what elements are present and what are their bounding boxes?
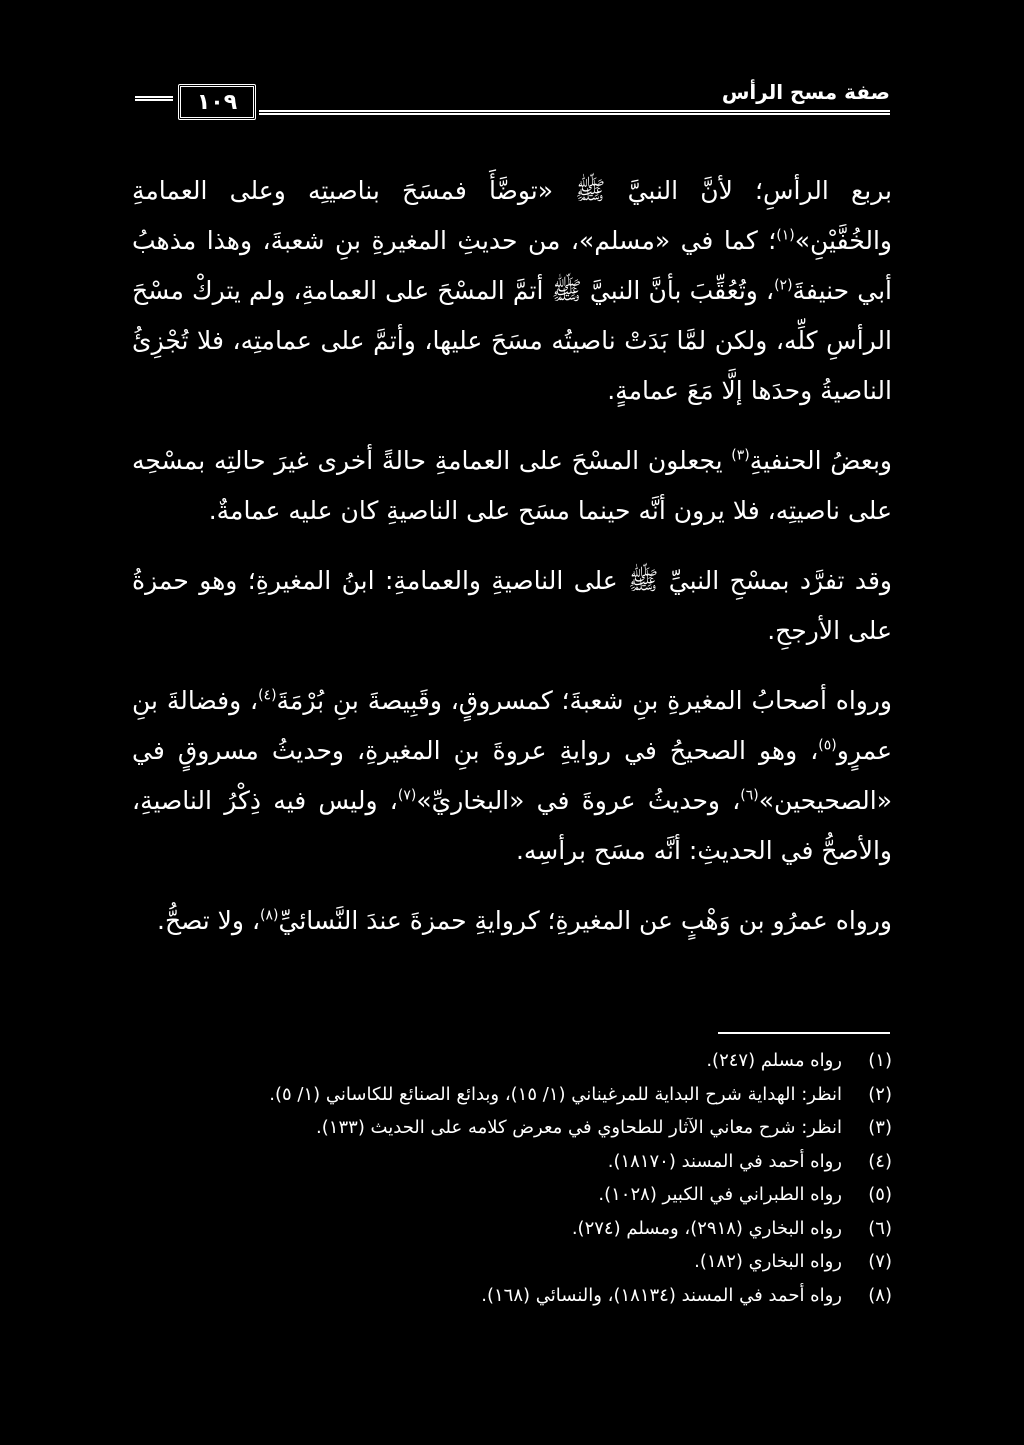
- footnote-text: رواه الطبراني في الكبير (١٠٢٨).: [598, 1184, 842, 1205]
- footnote-marker-8: (٨): [260, 907, 279, 924]
- text-span: ، وفضالةَ بنِ عمرٍو: [132, 686, 892, 765]
- footnote-marker-6: (٦): [740, 787, 759, 804]
- text-span: ، وهو الصحيحُ في روايةِ عروةَ بنِ المغيرةِ، وحديثُ مسروقٍ في «الصحيحين»: [132, 736, 892, 815]
- footnote-item: [132, 1111, 892, 1145]
- footnote-number: (٢): [868, 1083, 892, 1105]
- footnote-number: (٨): [868, 1284, 892, 1306]
- paragraph-3: وقد تفرَّد بمسْحِ النبيِّ ﷺ على الناصيةِ والعمامةِ: ابنُ المغيرةِ؛ وهو حمزةُ على الأرجحِ.: [132, 566, 892, 645]
- footnote-text: رواه البخاري (١٨٢).: [694, 1251, 842, 1272]
- chapter-title: صفة مسح الرأس: [721, 80, 890, 104]
- footnote-marker-1: (١): [776, 227, 795, 244]
- page-number: ١٠٩: [178, 84, 256, 120]
- footnote-marker-4: (٤): [258, 687, 277, 704]
- footnote-separator: [718, 1032, 890, 1034]
- text-span: بربع الرأسِ؛ لأنَّ النبيَّ ﷺ «توضَّأَ فمسَحَ بناصيتِه وعلى العمامةِ والخُفَّيْنِ»: [132, 176, 892, 255]
- paragraph-5: [132, 896, 892, 946]
- footnote-item: [132, 1279, 892, 1313]
- text-span: ورواه عمرُو بن وَهْبٍ عن المغيرةِ؛ كروايةِ حمزةَ عندَ النَّسائيِّ: [278, 906, 892, 935]
- paragraph-2: [132, 436, 892, 536]
- text-span: ، ولا تصحُّ.: [157, 906, 261, 935]
- footnote-item: [132, 1212, 892, 1246]
- page-header: [135, 80, 890, 122]
- footnote-marker-2: (٢): [774, 277, 793, 294]
- footnote-item: [132, 1145, 892, 1179]
- main-text: [132, 166, 892, 966]
- header-rule-left: [135, 96, 173, 101]
- footnote-item: [132, 1178, 892, 1212]
- text-span: ؛ كما في «مسلم»، من حديثِ المغيرةِ بنِ شعبةَ، وهذا مذهبُ أبي حنيفةَ: [132, 226, 892, 305]
- footnote-text: رواه مسلم (٢٤٧).: [706, 1050, 842, 1071]
- text-span: ، وحديثُ عروةَ في «البخاريِّ»: [416, 786, 741, 815]
- footnote-number: (٥): [868, 1184, 892, 1205]
- footnote-item: [132, 1078, 892, 1112]
- text-span: ، وتُعُقِّبَ بأنَّ النبيَّ ﷺ أتمَّ المسْحَ على العمامةِ، ولم يتركْ مسْحَ الرأسِ كلِّه، ولكن لمَّا بَدَتْ ناصيتُه مسَحَ عليها، وأتمَّ على عمامتِه، فلا تُجْزِئُ الناصيةُ وحدَها إلَّا مَعَ عمامةٍ.: [132, 276, 892, 405]
- footnote-text: رواه أحمد في المسند (١٨١٣٤)، والنسائي (١٦٨).: [481, 1284, 842, 1306]
- footnote-number: (٤): [868, 1150, 892, 1172]
- text-span: يجعلون المسْحَ على العمامةِ حالةً أخرى غيرَ حالتِه بمسْحِه على ناصيتِه، فلا يرون أنَّه حينما مسَح على الناصيةِ كان عليه عمامةٌ.: [132, 446, 892, 525]
- header-rule-right: [259, 110, 890, 115]
- footnote-number: (١): [868, 1050, 892, 1071]
- footnote-number: (٣): [868, 1117, 892, 1138]
- footnote-text: رواه أحمد في المسند (١٨١٧٠).: [607, 1150, 842, 1172]
- footnotes-list: [132, 1044, 892, 1312]
- footnote-marker-7: (٧): [397, 787, 417, 804]
- footnote-marker-5: (٥): [818, 737, 837, 754]
- footnote-text: رواه البخاري (٢٩١٨)، ومسلم (٢٧٤).: [571, 1217, 842, 1239]
- footnote-marker-3: (٣): [731, 447, 750, 464]
- text-span: ، وليس فيه ذِكْرُ الناصيةِ، والأصحُّ في الحديثِ: أنَّه مسَح برأسِه.: [132, 786, 892, 865]
- footnote-text: انظر: الهداية شرح البداية للمرغيناني (١/ ١٥)، وبدائع الصنائع للكاساني (١/ ٥).: [269, 1083, 842, 1105]
- paragraph-1: [132, 166, 892, 416]
- text-span: وبعضُ الحنفيةِ: [749, 446, 892, 475]
- paragraph-4: [132, 676, 892, 876]
- footnote-number: (٦): [868, 1217, 892, 1239]
- footnote-item: [132, 1044, 892, 1078]
- text-span: ورواه أصحابُ المغيرةِ بنِ شعبةَ؛ كمسروقٍ، وقَبِيصةَ بنِ بُرْمَةَ: [276, 686, 892, 715]
- footnote-number: (٧): [868, 1251, 892, 1272]
- footnote-item: [132, 1245, 892, 1279]
- footnote-text: انظر: شرح معاني الآثار للطحاوي في معرض كلامه على الحديث (١٣٣).: [316, 1117, 842, 1138]
